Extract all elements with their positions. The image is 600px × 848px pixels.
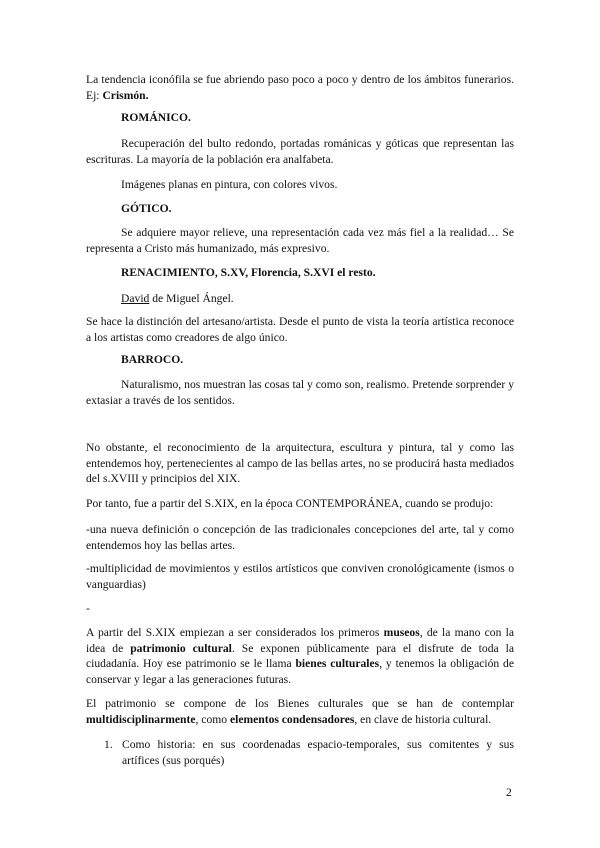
heading-renacimiento: RENACIMIENTO, S.XV, Florencia, S.XVI el resto. — [121, 266, 376, 279]
paragraph-text: El patrimonio se compone de los Bienes culturales que se han de contemplar — [86, 697, 514, 710]
paragraph-text: , en clave de historia cultural. — [354, 712, 492, 726]
paragraph-dash-2: -multiplicidad de movimientos y estilos artísticos que conviven cronológicamente (ismos o vanguardias) — [86, 562, 514, 591]
paragraph-text: , de la mano con la idea de — [86, 626, 514, 655]
list-item — [104, 737, 514, 768]
paragraph-text: . Se exponen públicamente para el disfrute de toda la ciudadanía. Hoy ese patrimonio se le llama — [86, 641, 514, 670]
paragraph-text: A partir del S.XIX empiezan a ser considerados los primeros — [86, 626, 384, 639]
paragraph-patrimonio — [86, 625, 514, 687]
paragraph-text: , como — [195, 712, 230, 726]
paragraph-dash-1: -una nueva definición o concepción de las tradicionales concepciones del arte, tal y como entendemos hoy las bellas artes. — [86, 523, 514, 552]
paragraph-iconofila — [86, 72, 514, 103]
paragraph-barroco-1: Naturalismo, nos muestran las cosas tal y como son, realismo. Pretende sorprender y extasiar a través de los sentidos. — [86, 378, 514, 407]
paragraph-gotico-1: Se adquiere mayor relieve, una representación cada vez más fiel a la realidad… Se representa a Cristo más humanizado, más expresivo. — [86, 226, 514, 255]
underlined-title-david: David — [121, 292, 150, 305]
page-number: 2 — [506, 786, 512, 799]
paragraph-compone — [86, 696, 514, 727]
paragraph-text: de Miguel Ángel. — [149, 292, 234, 305]
heading-gotico: GÓTICO. — [121, 202, 172, 215]
paragraph-no-obstante: No obstante, el reconocimiento de la arquitectura, escultura y pintura, tal y como las entendemos hoy, pertenecientes al campo de las bellas artes, no se producirá hasta mediados del s.XVIII y principios del XIX. — [86, 441, 514, 485]
paragraph-por-tanto: Por tanto, fue a partir del S.XIX, en la época CONTEMPORÁNEA, cuando se produjo: — [86, 497, 494, 510]
paragraph-dash-3: - — [86, 602, 90, 615]
bold-term-patrimonio-cultural: patrimonio cultural — [130, 641, 232, 655]
bold-term-museos: museos — [383, 626, 420, 639]
list-item-number: 1. — [104, 738, 113, 751]
paragraph-text: La tendencia iconófila se fue abriendo paso poco a poco y dentro de los ámbitos funerarios. Ej: — [86, 73, 514, 102]
bold-term-bienes-culturales: bienes culturales — [295, 657, 380, 670]
paragraph-romanico-1: Recuperación del bulto redondo, portadas románicas y góticas que representan las escrituras. La mayoría de la población era analfabeta. — [86, 137, 514, 166]
heading-romanico: ROMÁNICO. — [121, 111, 191, 124]
paragraph-renacimiento-1 — [86, 291, 514, 307]
heading-barroco: BARROCO. — [121, 353, 184, 366]
bold-term-multidisciplinarmente: multidisciplinarmente — [86, 712, 196, 726]
paragraph-romanico-2: Imágenes planas en pintura, con colores vivos. — [121, 178, 338, 191]
paragraph-renacimiento-2: Se hace la distinción del artesano/artista. Desde el punto de vista la teoría artística reconoce a los artistas como creadores de algo único. — [86, 315, 514, 344]
bold-term-elementos-condensadores: elementos condensadores — [229, 712, 355, 726]
paragraph-text: , y tenemos la obligación de conservar y legar a las generaciones futuras. — [86, 657, 515, 686]
bold-term-crismon: Crismón. — [102, 88, 149, 102]
list-item-text: Como historia: en sus coordenadas espacio-temporales, sus comitentes y sus artífices (sus porqués) — [122, 738, 514, 767]
numbered-list — [104, 737, 514, 768]
